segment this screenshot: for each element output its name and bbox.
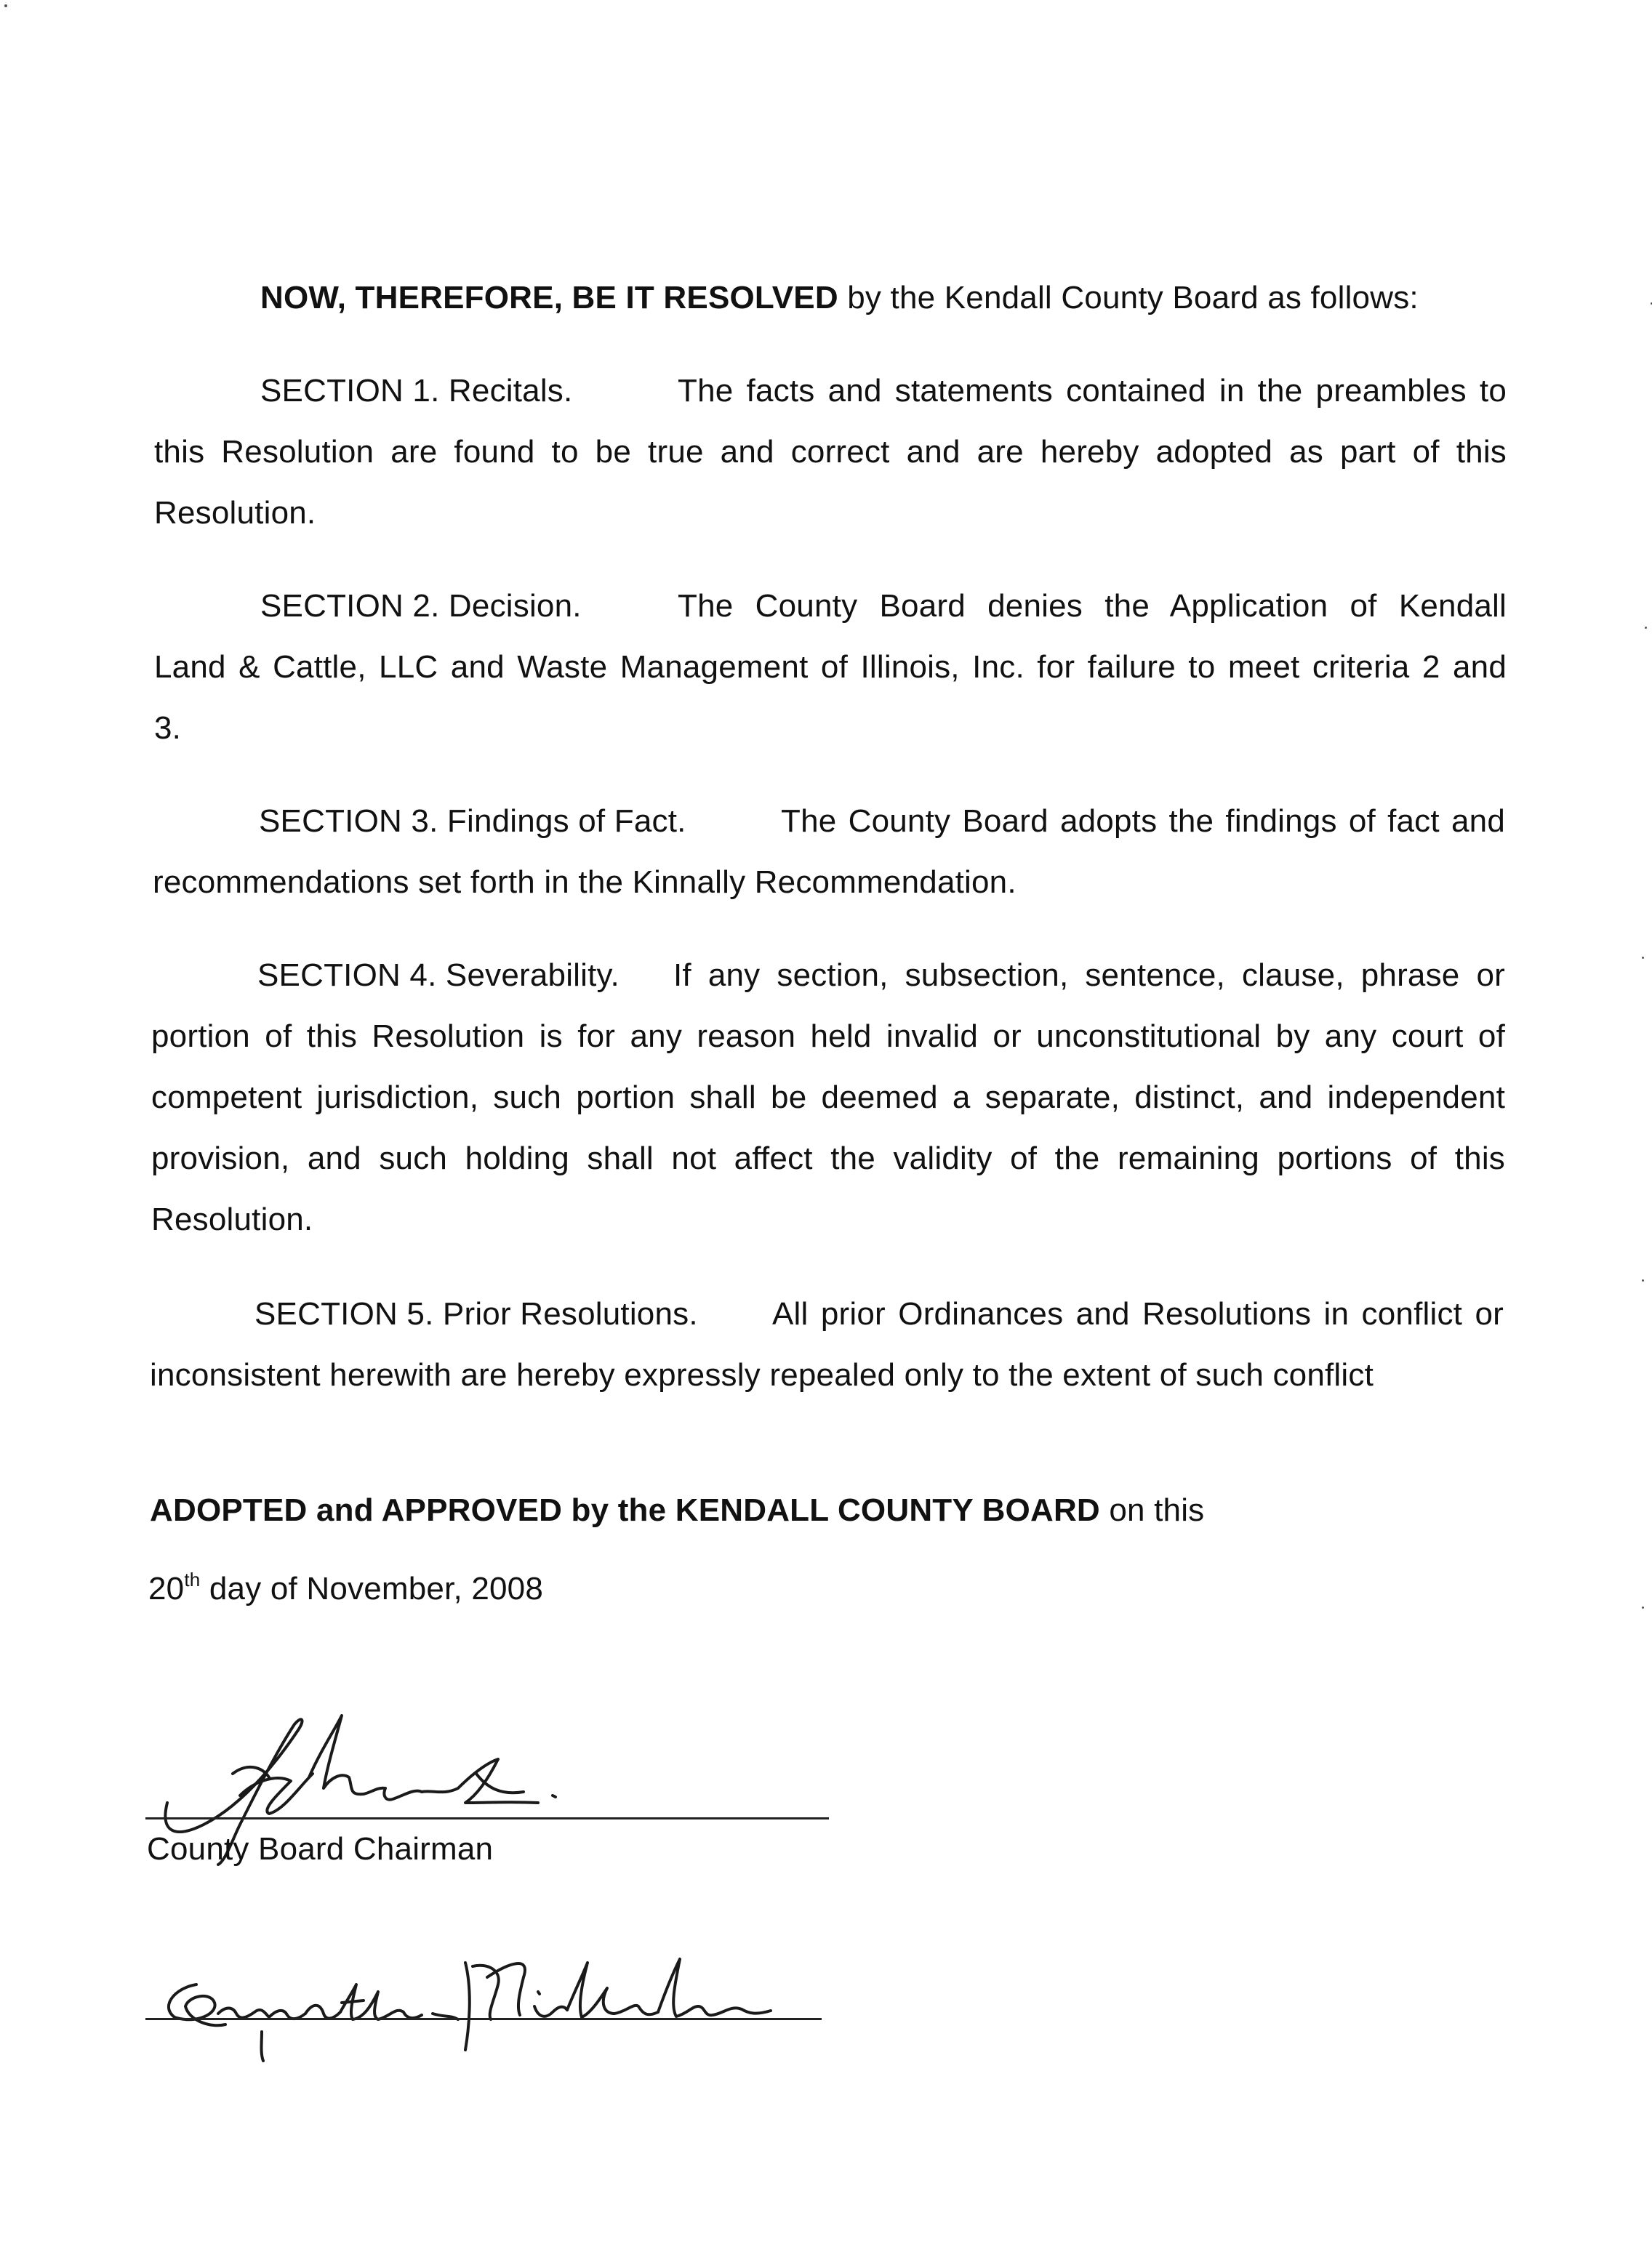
section-5-heading: SECTION 5. Prior Resolutions. (254, 1296, 698, 1332)
scan-speck (1642, 1279, 1644, 1282)
scan-speck (1645, 627, 1647, 629)
scan-speck (4, 4, 7, 7)
section-2-line-1: The County Board denies the Application of Kendall (678, 588, 1507, 624)
section-3-line-1: The County Board adopts the findings of fact and (781, 803, 1505, 839)
section-3-heading: SECTION 3. Findings of Fact. (259, 803, 686, 839)
section-1-line-1: The facts and statements contained in the preambles to (678, 373, 1507, 409)
section-4-line-4: provision, and such holding shall not affect the validity of the remaining portions of this (151, 1141, 1505, 1176)
section-1-line-3: Resolution. (154, 495, 316, 531)
section-1-line-2: this Resolution are found to be true and correct and are hereby adopted as part of this (154, 434, 1507, 470)
section-3-line-2: recommendations set forth in the Kinnally Recommendation. (153, 864, 1017, 900)
adoption-rest: on this (1099, 1492, 1205, 1528)
chairman-title: County Board Chairman (147, 1831, 494, 1867)
section-5-line-2: inconsistent herewith are hereby expressly repealed only to the extent of such conflict (150, 1357, 1374, 1393)
section-4-heading: SECTION 4. Severability. (257, 957, 620, 993)
section-5-line-1: All prior Ordinances and Resolutions in conflict or (772, 1296, 1504, 1332)
section-2-line-3: 3. (154, 710, 182, 746)
chairman-signature-line (145, 1817, 829, 1819)
adoption-date-rest: day of November, 2008 (200, 1571, 544, 1606)
section-1-heading: SECTION 1. Recitals. (260, 373, 573, 409)
resolved-lead: NOW, THEREFORE, BE IT RESOLVED (260, 280, 838, 315)
adoption-day-suffix: th (184, 1569, 201, 1591)
section-4-line-3: competent jurisdiction, such portion shall be deemed a separate, distinct, and independent (151, 1079, 1505, 1115)
clerk-signature-line (145, 2018, 822, 2020)
adoption-clause (150, 1492, 1204, 1529)
section-4-line-1: If any section, subsection, sentence, clause, phrase or (673, 957, 1505, 993)
section-2-heading: SECTION 2. Decision. (260, 588, 582, 624)
resolved-rest: by the Kendall County Board as follows: (838, 280, 1419, 315)
clerk-signature (145, 1934, 843, 2079)
resolved-clause (260, 279, 1419, 317)
section-4-line-2: portion of this Resolution is for any reason held invalid or unconstitutional by any court of (151, 1018, 1505, 1054)
adoption-date (148, 1570, 543, 1608)
section-2-line-2: Land & Cattle, LLC and Waste Management of Illinois, Inc. for failure to meet criteria 2 and (154, 649, 1507, 685)
scan-speck (1642, 957, 1644, 959)
adoption-day: 20 (148, 1571, 185, 1606)
adoption-lead: ADOPTED and APPROVED by the KENDALL COUNTY BOARD (150, 1492, 1100, 1528)
scan-speck (1642, 1606, 1644, 1609)
section-4-line-5: Resolution. (151, 1202, 313, 1237)
